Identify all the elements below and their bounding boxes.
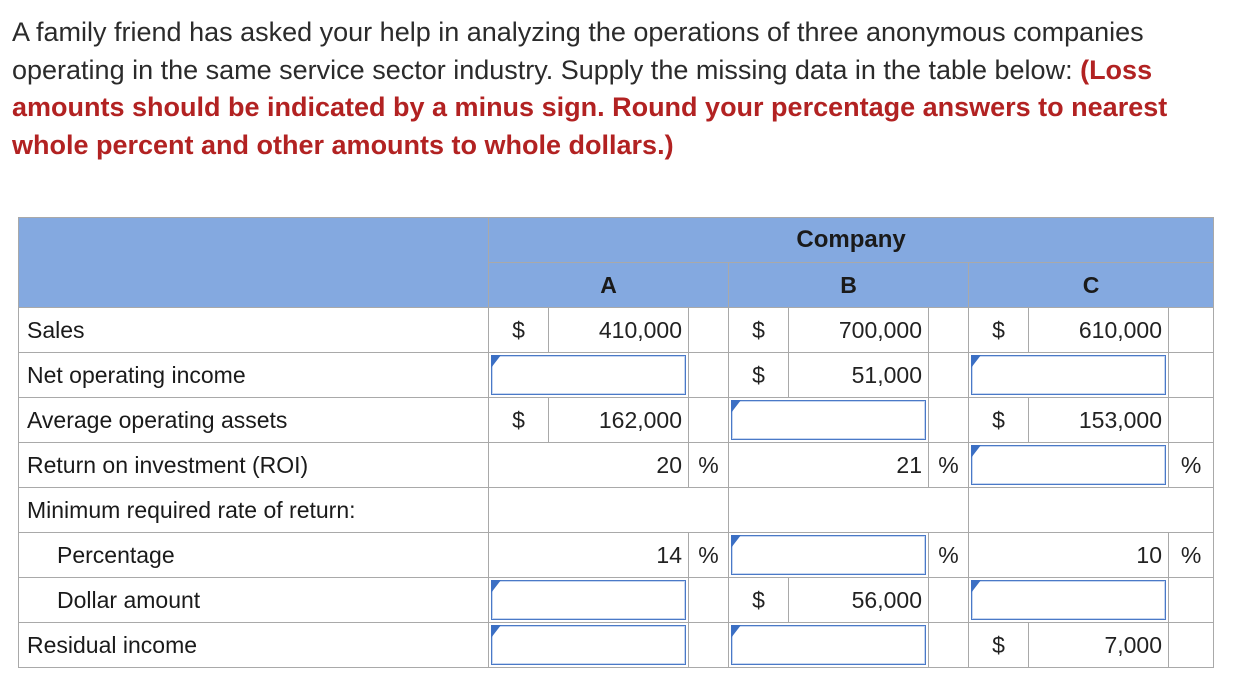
row-label: Sales bbox=[19, 308, 489, 353]
spacer-cell bbox=[689, 623, 729, 668]
company-header: Company bbox=[489, 218, 1214, 263]
dollar-a-input[interactable] bbox=[491, 580, 686, 620]
spacer-cell bbox=[689, 353, 729, 398]
spacer-cell bbox=[689, 308, 729, 353]
row-net-operating-income bbox=[19, 353, 1214, 398]
header-row-company bbox=[19, 218, 1214, 263]
row-label: Return on investment (ROI) bbox=[19, 443, 489, 488]
spacer-cell bbox=[1169, 578, 1214, 623]
residual-b-input-cell bbox=[729, 623, 929, 668]
spacer-cell bbox=[689, 578, 729, 623]
data-table bbox=[18, 217, 1214, 668]
row-label: Residual income bbox=[19, 623, 489, 668]
roi-b-value: 21 bbox=[729, 443, 929, 488]
spacer-cell bbox=[929, 308, 969, 353]
assets-b-input-cell bbox=[729, 398, 929, 443]
spacer-cell bbox=[929, 398, 969, 443]
noi-c-input[interactable] bbox=[971, 355, 1166, 395]
currency-symbol: $ bbox=[729, 578, 789, 623]
noi-b-value: 51,000 bbox=[789, 353, 929, 398]
percent-unit: % bbox=[689, 533, 729, 578]
spacer-cell bbox=[1169, 623, 1214, 668]
instructions-text: A family friend has asked your help in analyzing the operations of three anonymous companies operating in the same service sector industry. Supply the missing data in the table below: bbox=[12, 17, 1144, 85]
spacer-cell bbox=[929, 353, 969, 398]
spacer-cell bbox=[1169, 308, 1214, 353]
percentage-b-input-cell bbox=[729, 533, 929, 578]
row-residual-income bbox=[19, 623, 1214, 668]
instructions-note: (Loss amounts should be indicated by a minus sign. Round your percentage answers to nearest whole percent and other amounts to whole dollars.) bbox=[12, 54, 1168, 160]
spacer-cell bbox=[689, 398, 729, 443]
currency-symbol: $ bbox=[969, 398, 1029, 443]
roi-a-value: 20 bbox=[489, 443, 689, 488]
percentage-b-input[interactable] bbox=[731, 535, 926, 575]
roi-c-input[interactable] bbox=[971, 445, 1166, 485]
spacer-cell bbox=[929, 623, 969, 668]
currency-symbol: $ bbox=[969, 308, 1029, 353]
percent-unit: % bbox=[1169, 533, 1214, 578]
row-label: Dollar amount bbox=[19, 578, 489, 623]
percentage-c-value: 10 bbox=[969, 533, 1169, 578]
spacer-cell bbox=[929, 578, 969, 623]
assets-c-value: 153,000 bbox=[1029, 398, 1169, 443]
residual-a-input[interactable] bbox=[491, 625, 686, 665]
sales-a-value: 410,000 bbox=[549, 308, 689, 353]
dollar-c-input-cell bbox=[969, 578, 1169, 623]
dollar-a-input-cell bbox=[489, 578, 689, 623]
instructions bbox=[12, 14, 1232, 164]
sales-c-value: 610,000 bbox=[1029, 308, 1169, 353]
row-average-operating-assets bbox=[19, 398, 1214, 443]
spacer-cell bbox=[1169, 398, 1214, 443]
residual-b-input[interactable] bbox=[731, 625, 926, 665]
company-b-header: B bbox=[729, 263, 969, 308]
row-minimum-required-rate bbox=[19, 488, 1214, 533]
currency-symbol: $ bbox=[969, 623, 1029, 668]
roi-c-input-cell bbox=[969, 443, 1169, 488]
spacer-cell bbox=[1169, 353, 1214, 398]
noi-c-input-cell bbox=[969, 353, 1169, 398]
dollar-c-input[interactable] bbox=[971, 580, 1166, 620]
empty-cell bbox=[729, 488, 969, 533]
percent-unit: % bbox=[689, 443, 729, 488]
percent-unit: % bbox=[1169, 443, 1214, 488]
header-blank bbox=[19, 218, 489, 308]
row-label: Net operating income bbox=[19, 353, 489, 398]
currency-symbol: $ bbox=[729, 353, 789, 398]
sales-b-value: 700,000 bbox=[789, 308, 929, 353]
percent-unit: % bbox=[929, 443, 969, 488]
row-dollar-amount bbox=[19, 578, 1214, 623]
row-label: Average operating assets bbox=[19, 398, 489, 443]
row-roi bbox=[19, 443, 1214, 488]
row-label: Percentage bbox=[19, 533, 489, 578]
row-sales bbox=[19, 308, 1214, 353]
company-c-header: C bbox=[969, 263, 1214, 308]
noi-a-input[interactable] bbox=[491, 355, 686, 395]
empty-cell bbox=[969, 488, 1214, 533]
assets-b-input[interactable] bbox=[731, 400, 926, 440]
currency-symbol: $ bbox=[489, 308, 549, 353]
row-percentage bbox=[19, 533, 1214, 578]
noi-a-input-cell bbox=[489, 353, 689, 398]
empty-cell bbox=[489, 488, 729, 533]
assets-a-value: 162,000 bbox=[549, 398, 689, 443]
currency-symbol: $ bbox=[729, 308, 789, 353]
percent-unit: % bbox=[929, 533, 969, 578]
percentage-a-value: 14 bbox=[489, 533, 689, 578]
residual-a-input-cell bbox=[489, 623, 689, 668]
dollar-b-value: 56,000 bbox=[789, 578, 929, 623]
currency-symbol: $ bbox=[489, 398, 549, 443]
company-a-header: A bbox=[489, 263, 729, 308]
residual-c-value: 7,000 bbox=[1029, 623, 1169, 668]
row-label: Minimum required rate of return: bbox=[19, 488, 489, 533]
